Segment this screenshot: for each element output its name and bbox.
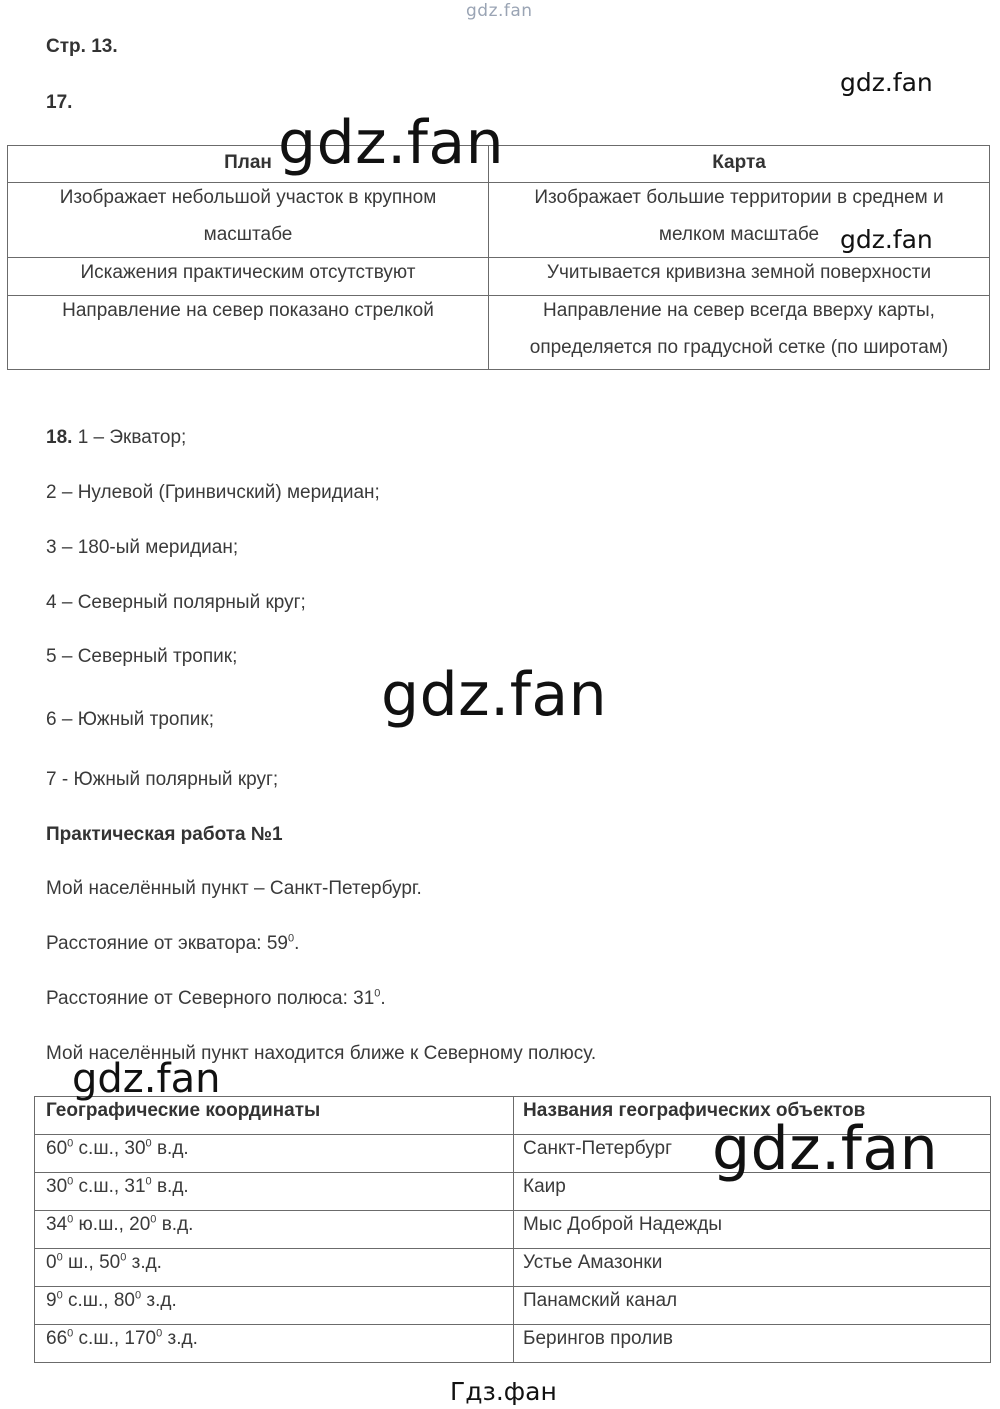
row1-plan-line1: Изображает небольшой участок в крупном <box>59 187 437 208</box>
task-18-line1 <box>46 427 186 449</box>
practical-line-settlement: Мой населённый пункт – Санкт-Петербург. <box>46 878 422 899</box>
watermark-table-header: gdz.fan <box>278 108 505 178</box>
row2-map: Учитывается кривизна земной поверхности <box>546 262 932 283</box>
row3-plan: Направление на север показано стрелкой <box>62 300 434 321</box>
text: . <box>380 988 386 1009</box>
table-divider <box>35 1248 990 1249</box>
table-row-name: Берингов пролив <box>523 1328 673 1349</box>
degree-mark: 0 <box>287 932 295 945</box>
table-row-name: Устье Амазонки <box>523 1252 663 1273</box>
table-row-coords: $34^0$ ю.ш., $20^0$ в.д. <box>46 1213 194 1235</box>
watermark-top: gdz.fan <box>466 1 533 21</box>
text: Расстояние от Северного полюса: 31 <box>46 988 375 1009</box>
plan-map-table <box>7 145 990 370</box>
row3-map-line2: определяется по градусной сетке (по широтам) <box>529 337 949 358</box>
list-item: 4 – Северный полярный круг; <box>46 592 306 613</box>
list-item: 3 – 180-ый меридиан; <box>46 537 239 558</box>
text: . <box>294 933 300 954</box>
list-item: 5 – Северный тропик; <box>46 646 238 667</box>
task-18-number: 18. <box>46 427 73 448</box>
list-item: 7 - Южный полярный круг; <box>46 769 279 790</box>
watermark-table-cell: gdz.fan <box>840 225 933 254</box>
watermark-left-lower: gdz.fan <box>72 1056 221 1102</box>
row1-plan-line2: масштабе <box>203 224 293 245</box>
row1-map-line1: Изображает большие территории в среднем и <box>534 187 944 208</box>
header-map: Карта <box>712 152 766 173</box>
watermark-middle: gdz.fan <box>381 660 608 730</box>
list-item: 6 – Южный тропик; <box>46 709 214 730</box>
list-item: 2 – Нулевой (Гринвичский) меридиан; <box>46 482 380 503</box>
practical-line-equator <box>46 933 299 955</box>
row1-map-line2: мелком масштабе <box>658 224 820 245</box>
table-divider <box>35 1210 990 1211</box>
row2-plan: Искажения практическим отсутствуют <box>80 262 416 283</box>
page-reference: Стр. 13. <box>46 36 118 57</box>
task-17-number: 17. <box>46 92 73 113</box>
degree-mark: 0 <box>374 987 381 1000</box>
list-item: 1 – Экватор; <box>77 427 187 448</box>
row3-map-line1: Направление на север всегда вверху карты, <box>543 300 935 321</box>
table-divider <box>35 1286 990 1287</box>
table-row-coords: $9^0$ с.ш., $80^0$ з.д. <box>46 1289 177 1311</box>
text: Расстояние от экватора: 59 <box>46 933 288 954</box>
practical-line-pole <box>46 988 386 1010</box>
header-object-names: Названия географических объектов <box>523 1100 866 1121</box>
table-row-name: Санкт-Петербург <box>523 1138 673 1159</box>
practical-work-title: Практическая работа №1 <box>46 824 283 845</box>
table-row-coords: $30^0$ с.ш., $31^0$ в.д. <box>46 1175 189 1197</box>
table-row-coords: $66^0$ с.ш., $170^0$ з.д. <box>46 1327 198 1349</box>
watermark-right-top: gdz.fan <box>840 68 933 97</box>
watermark-right-lower: gdz.fan <box>712 1114 939 1184</box>
header-plan: План <box>224 152 272 173</box>
table-row-coords: $60^0$ с.ш., $30^0$ в.д. <box>46 1137 189 1159</box>
practical-line-conclusion: Мой населённый пункт находится ближе к Северному полюсу. <box>46 1043 597 1064</box>
watermark-bottom: Гдз.фан <box>450 1377 557 1406</box>
header-coordinates: Географические координаты <box>46 1100 321 1121</box>
table-row-name: Мыс Доброй Надежды <box>523 1214 722 1235</box>
table-divider <box>35 1324 990 1325</box>
table-row-coords: $0^0$ ш., $50^0$ з.д. <box>46 1251 162 1273</box>
table-divider <box>513 1097 514 1362</box>
table-row-name: Панамский канал <box>523 1290 678 1311</box>
table-row-name: Каир <box>523 1176 566 1197</box>
